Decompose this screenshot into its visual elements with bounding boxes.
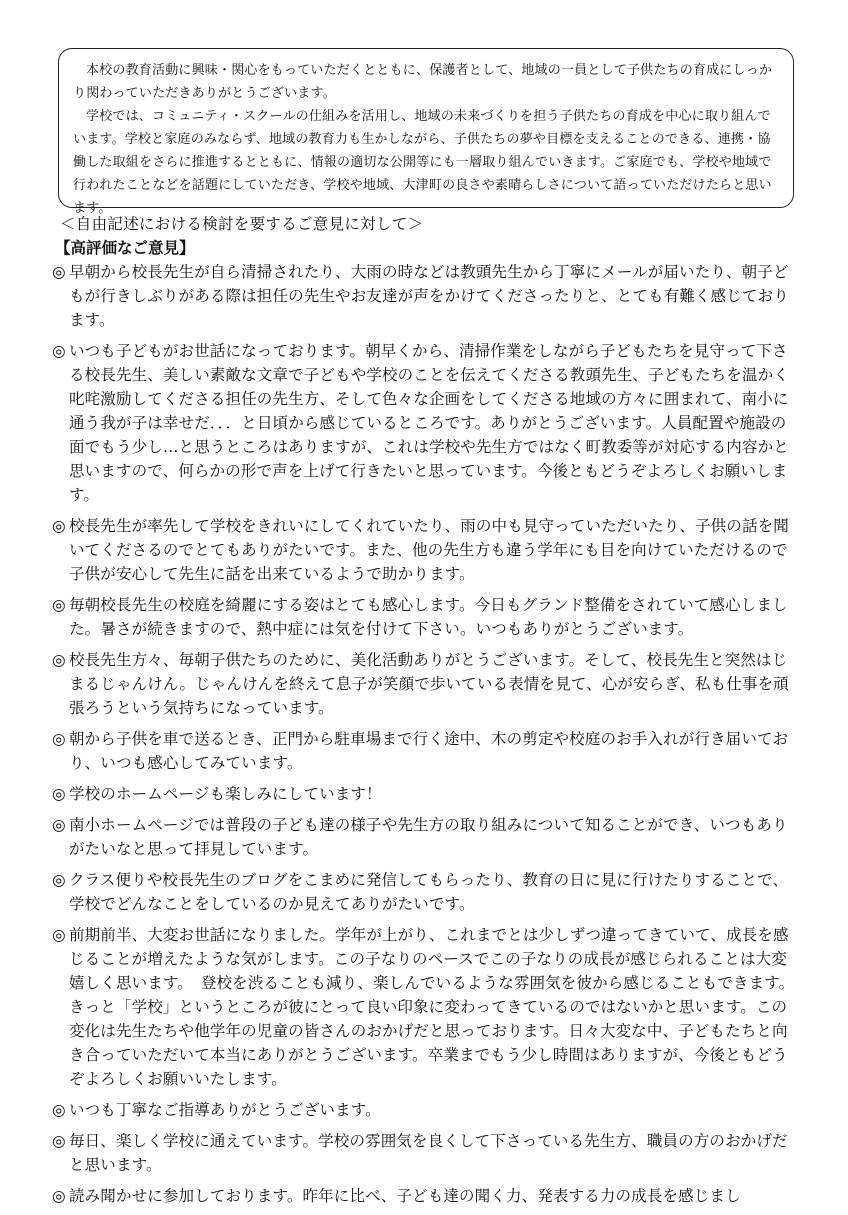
bullet-marker: ◎ — [52, 871, 66, 889]
comment-item — [52, 514, 800, 586]
comment-text: 毎日、楽しく学校に通えています。学校の雰囲気を良くして下さっている先生方、職員の方のおかげだと思います。 — [69, 1132, 788, 1174]
bullet-marker: ◎ — [52, 517, 66, 535]
comment-item — [52, 1184, 800, 1208]
comment-item — [52, 260, 800, 332]
comment-item — [52, 923, 800, 1091]
comment-text: 朝から子供を車で送るとき、正門から駐車場まで行く途中、木の剪定や校庭のお手入れが行き届いており、いつも感心してみています。 — [69, 730, 789, 772]
bullet-marker: ◎ — [52, 596, 66, 614]
bullet-marker: ◎ — [52, 785, 66, 803]
comment-text: 校長先生方々、毎朝子供たちのために、美化活動ありがとうございます。そして、校長先生と突然はじまるじゃんけん。じゃんけんを終えて息子が笑顔で歩いている表情を見て、心が安らぎ、私も仕事を頑張ろうという気持ちになっています。 — [69, 651, 789, 717]
intro-message-box — [58, 48, 794, 216]
comment-item — [52, 782, 800, 806]
comment-text: 早朝から校長先生が自ら清掃されたり、大雨の時などは教頭先生から丁寧にメールが届いたり、朝子どもが行きしぶりがある際は担任の先生やお友達が声をかけてくださったりと、とても有難く感じております。 — [69, 263, 789, 329]
comment-item — [52, 593, 800, 641]
bullet-marker: ◎ — [52, 1187, 66, 1205]
comment-item — [52, 339, 800, 507]
subsection-heading: 【高評価なご意見】 — [55, 239, 195, 257]
comment-item — [52, 813, 800, 861]
comment-text: いつも子どもがお世話になっております。朝早くから、清掃作業をしながら子どもたちを見守って下さる校長先生、美しい素敵な文章で子どもや学校のことを伝えてくださる教頭先生、子どもたちを温かく叱咤激励してくださる担任の先生方、そして色々な企画をしてくださる地域の方々に囲まれて、南小に通う我が子は幸せだ．．．と日頃から感じているところです。ありがとうございます。人員配置や施設の面でもう少し…と思うところはありますが、これは学校や先生方ではなく町教委等が対応する内容かと思いますので、何らかの形で声を上げて行きたいと思っています。今後ともどうぞよろしくお願いします。 — [69, 342, 789, 504]
comment-text: 学校のホームページも楽しみにしています！ — [69, 785, 382, 803]
intro-paragraph: 本校の教育活動に興味・関心をもっていただくとともに、保護者として、地域の一員として子供たちの育成にしっかり関わっていただきありがとうございます。 — [73, 63, 773, 101]
bullet-marker: ◎ — [52, 651, 66, 669]
comment-text: 前期前半、大変お世話になりました。学年が上がり、これまでとは少しずつ違ってきていて、成長を感じることが増えたような気がします。この子なりのペースでこの子なりの成長が感じられることは大変嬉しく思います。 登校を渋ることも減り、楽しんでいるような雰囲気を彼から感じることもできます。きっと「学校」というところが彼にとって良い印象に変わってきているのではないかと思います。この変化は先生たちや他学年の児童の皆さんのおかげだと思っております。日々大変な中、子どもたちと向き合っていただいて本当にありがとうございます。卒業までもう少し時間はありますが、今後ともどうぞよろしくお願いいたします。 — [69, 926, 795, 1088]
comment-item — [52, 727, 800, 775]
intro-paragraph: 学校では、コミュニティ・スクールの仕組みを活用し、地域の未来づくりを担う子供たちの育成を中心に取り組んでいます。学校と家庭のみならず、地域の教育力も生かしながら、子供たちの夢や目標を支えることのできる、連携・協働した取組をさらに推進するとともに、情報の適切な公開等にも一層取り組んでいきます。ご家庭でも、学校や地域で行われたことなどを話題にしていただき、学校や地域、大津町の良さや素晴らしさについて語っていただけたらと思います。 — [73, 109, 772, 216]
comment-item — [52, 1098, 800, 1122]
comment-text: 毎朝校長先生の校庭を綺麗にする姿はとても感心します。今日もグランド整備をされていて感心しました。暑さが続きますので、熱中症には気を付けて下さい。いつもありがとうございます。 — [69, 596, 788, 638]
comment-list — [52, 260, 800, 1215]
comment-item — [52, 648, 800, 720]
bullet-marker: ◎ — [52, 342, 66, 360]
comment-text: クラス便りや校長先生のブログをこまめに発信してもらったり、教育の日に見に行けたりすることで、学校でどんなことをしているのか見えてありがたいです。 — [69, 871, 789, 913]
bullet-marker: ◎ — [52, 263, 66, 281]
comment-text: 南小ホームページでは普段の子ども達の様子や先生方の取り組みについて知ることができ、いつもありがたいなと思って拝見しています。 — [69, 816, 788, 858]
comment-text: いつも丁寧なご指導ありがとうございます。 — [69, 1101, 381, 1119]
bullet-marker: ◎ — [52, 730, 66, 748]
section-heading: ＜自由記述における検討を要するご意見に対して＞ — [60, 215, 424, 233]
comment-text: 読み聞かせに参加しております。昨年に比べ、子ども達の聞く力、発表する力の成長を感じまし — [69, 1187, 741, 1205]
comment-text: 校長先生が率先して学校をきれいにしてくれていたり、雨の中も見守っていただいたり、子供の話を聞いてくださるのでとてもありがたいです。また、他の先生方も違う学年にも目を向けていただけるので子供が安心して先生に話を出来ているようで助かります。 — [69, 517, 789, 583]
bullet-marker: ◎ — [52, 816, 66, 834]
bullet-marker: ◎ — [52, 926, 66, 944]
comment-item — [52, 868, 800, 916]
bullet-marker: ◎ — [52, 1132, 66, 1150]
comment-item — [52, 1129, 800, 1177]
bullet-marker: ◎ — [52, 1101, 66, 1119]
